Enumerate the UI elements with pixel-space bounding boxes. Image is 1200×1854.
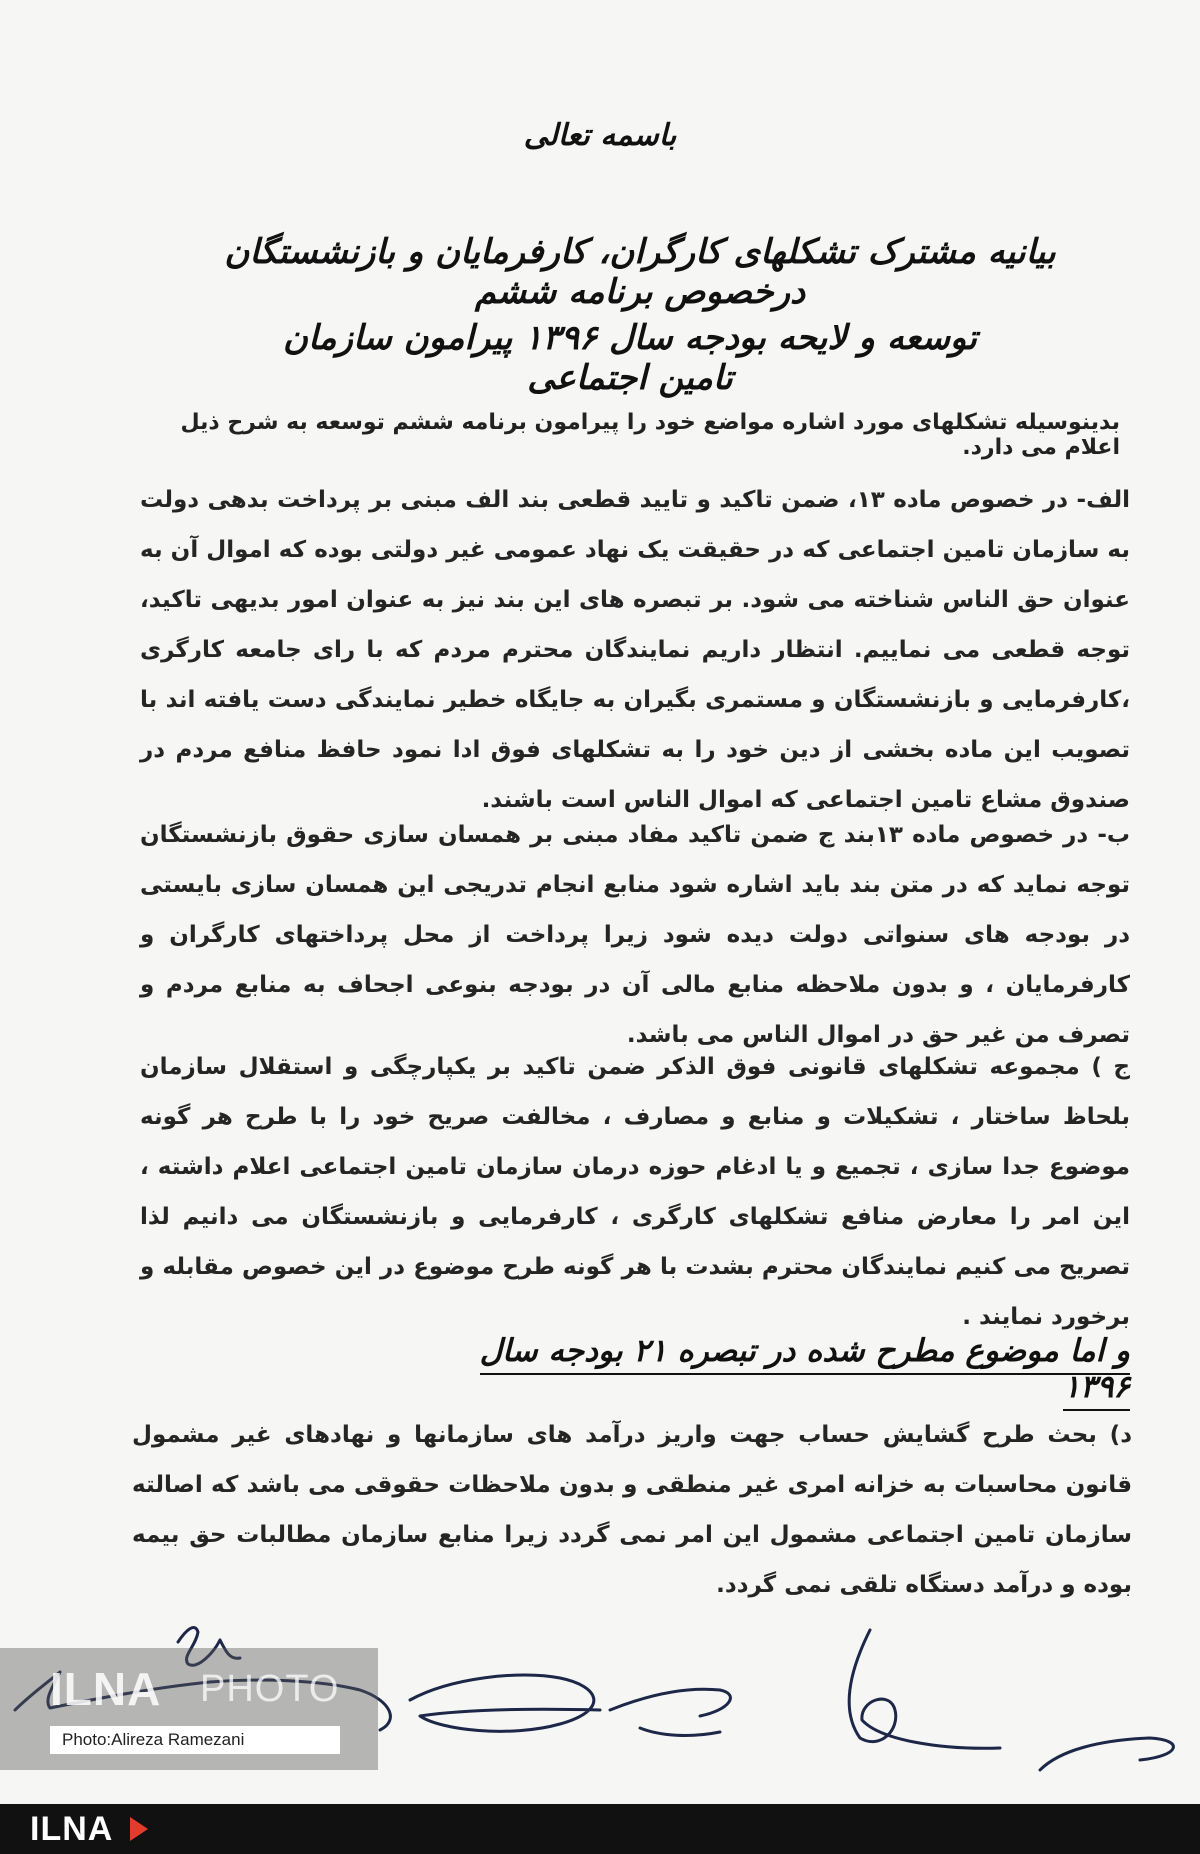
basmala-heading: باسمه تعالی: [523, 118, 677, 153]
signature-4: [610, 1689, 730, 1735]
footer-bar: [0, 1804, 1200, 1854]
title-line-1: بیانیه مشترک تشکلهای کارگران، کارفرمایان و بازنشستگان درخصوص برنامه ششم: [224, 232, 1056, 312]
watermark-photo-label: PHOTO: [200, 1668, 340, 1710]
paragraph-alef: الف- در خصوص ماده ۱۳، ضمن تاکید و تایید قطعی بند الف مبنی بر پرداخت بدهی دولت به سازمان تامین اجتماعی که در حقیقت یک نهاد عمومی غیر دولتی بوده که اموال آن به عنوان حق الناس شناخته می شود. بر تبصره های این بند نیز به عنوان امور بدیهی تاکید، توجه قطعی می نماییم. انتظار داریم نمایندگان محترم مردم که با رای جامعه کارگری ،کارفرمایی و بازنشستگان و مستمری بگیران به جایگاه خطیر نمایندگی دست یافته اند با تصویب این ماده بخشی از دین خود را به تشکلهای فوق ادا نمود حافظ منافع مردم در صندوق مشاع تامین اجتماعی که اموال الناس است باشند.: [140, 487, 1130, 813]
paragraph-dal: د) بحث طرح گشایش حساب جهت واریز درآمد های سازمانها و نهادهای غیر مشمول قانون محاسبات به خزانه امری غیر منطقی و بدون ملاحظات حقوقی می باشد که اصالته سازمان تامین اجتماعی مشمول این امر نمی گردد زیرا منابع سازمان مطالبات حق بیمه بوده و درآمد دستگاه تلقی نمی گردد.: [132, 1422, 1132, 1598]
subheading-text: و اما موضوع مطرح شده در تبصره ۲۱ بودجه سال ۱۳۹۶: [480, 1333, 1130, 1411]
watermark-logo: ILNA: [50, 1663, 162, 1715]
signature-5: [849, 1630, 1173, 1770]
photo-credit: Photo:Alireza Ramezani: [50, 1726, 340, 1754]
footer-logo: ILNA: [30, 1810, 114, 1848]
paragraph-jim: ج ) مجموعه تشکلهای قانونی فوق الذکر ضمن تاکید بر یکپارچگی و استقلال سازمان بلحاظ ساختار ، تشکیلات و منابع و مصارف ، مخالفت صریح خود را با طرح هر گونه موضوع جدا سازی ، تجمیع و یا ادغام حوزه درمان سازمان تامین اجتماعی اعلام داشته ، این امر را معارض منافع تشکلهای کارگری ، کارفرمایی و بازنشستگان می دانیم لذا تصریح می کنیم نمایندگان محترم بشدت با هر گونه طرح موضوع در این خصوص مقابله و برخورد نمایند .: [140, 1054, 1130, 1330]
subheading-note-21: [470, 1333, 1130, 1405]
paragraph-be: ب- در خصوص ماده ۱۳بند ج ضمن تاکید مفاد مبنی بر همسان سازی حقوق بازنشستگان توجه نماید که در متن بند باید اشاره شود منابع انجام تدریجی این همسان سازی بایستی در بودجه های سنواتی دولت دیده شود زیرا پرداخت از محل پرداختهای کارگران و کارفرمایان ، و بدون ملاحظه منابع مالی آن در بودجه بنوعی اجحاف به منابع مردم و تصرف من غیر حق در اموال الناس می باشد.: [140, 822, 1130, 1048]
footer-arrow-icon: [130, 1817, 148, 1841]
intro-text: بدینوسیله تشکلهای مورد اشاره مواضع خود را پیرامون برنامه ششم توسعه به شرح ذیل اعلام می دارد.: [180, 410, 1120, 460]
title-line-2: توسعه و لایحه بودجه سال ۱۳۹۶ پیرامون سازمان تامین اجتماعی: [283, 318, 977, 398]
signature-3: [410, 1675, 600, 1731]
photo-watermark: [0, 1648, 378, 1770]
